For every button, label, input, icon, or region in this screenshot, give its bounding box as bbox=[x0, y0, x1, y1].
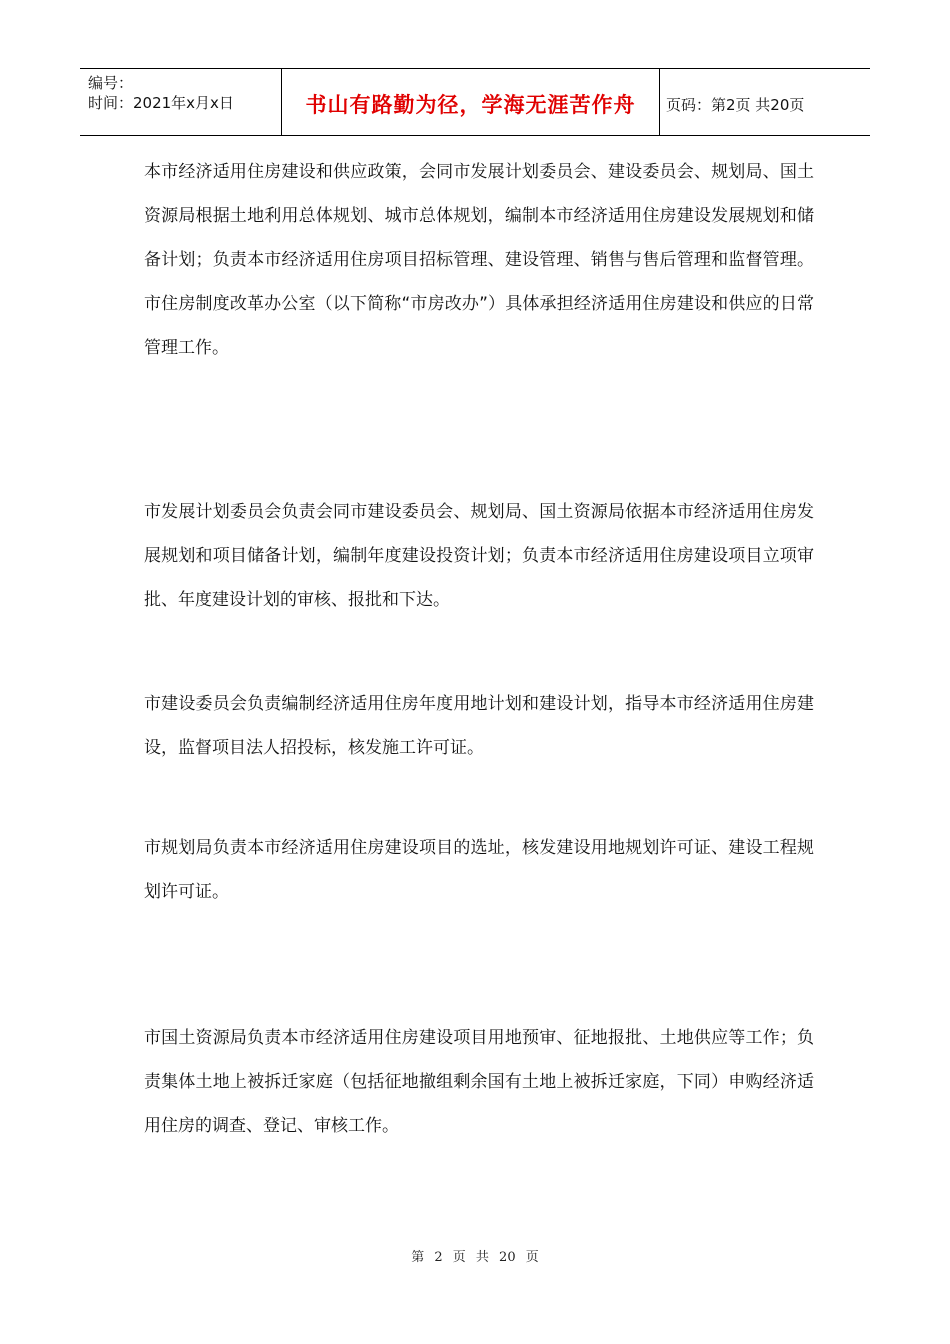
header-meta bbox=[80, 69, 282, 135]
header-page-info: 页码：第2页 共20页 bbox=[666, 95, 805, 114]
header-motto-cell bbox=[282, 69, 660, 135]
paragraph-4: 市规划局负责本市经济适用住房建设项目的选址，核发建设用地规划许可证、建设工程规划许可证。 bbox=[144, 838, 814, 902]
document-time: 时间：2021年x月x日 bbox=[88, 94, 234, 112]
paragraph-1: 本市经济适用住房建设和供应政策，会同市发展计划委员会、建设委员会、规划局、国土资源局根据土地利用总体规划、城市总体规划，编制本市经济适用住房建设发展规划和储备计划；负责本市经济适用住房项目招标管理、建设管理、销售与售后管理和监督管理。市住房制度改革办公室（以下简称“市房改办”）具体承担经济适用住房建设和供应的日常管理工作。 bbox=[144, 162, 814, 358]
page-footer: 第 2 页 共 20 页 bbox=[411, 1250, 539, 1265]
document-number-label: 编号： bbox=[88, 74, 134, 92]
header-motto: 书山有路勤为径，学海无涯苦作舟 bbox=[305, 93, 636, 117]
paragraph-2: 市发展计划委员会负责会同市建设委员会、规划局、国土资源局依据本市经济适用住房发展规划和项目储备计划，编制年度建设投资计划；负责本市经济适用住房建设项目立项审批、年度建设计划的审核、报批和下达。 bbox=[144, 502, 814, 610]
paragraph-3: 市建设委员会负责编制经济适用住房年度用地计划和建设计划，指导本市经济适用住房建设，监督项目法人招投标，核发施工许可证。 bbox=[144, 694, 814, 758]
page-header bbox=[80, 68, 870, 136]
paragraph-5: 市国土资源局负责本市经济适用住房建设项目用地预审、征地报批、土地供应等工作；负责集体土地上被拆迁家庭（包括征地撤组剩余国有土地上被拆迁家庭，下同）申购经济适用住房的调查、登记、审核工作。 bbox=[144, 1028, 814, 1136]
